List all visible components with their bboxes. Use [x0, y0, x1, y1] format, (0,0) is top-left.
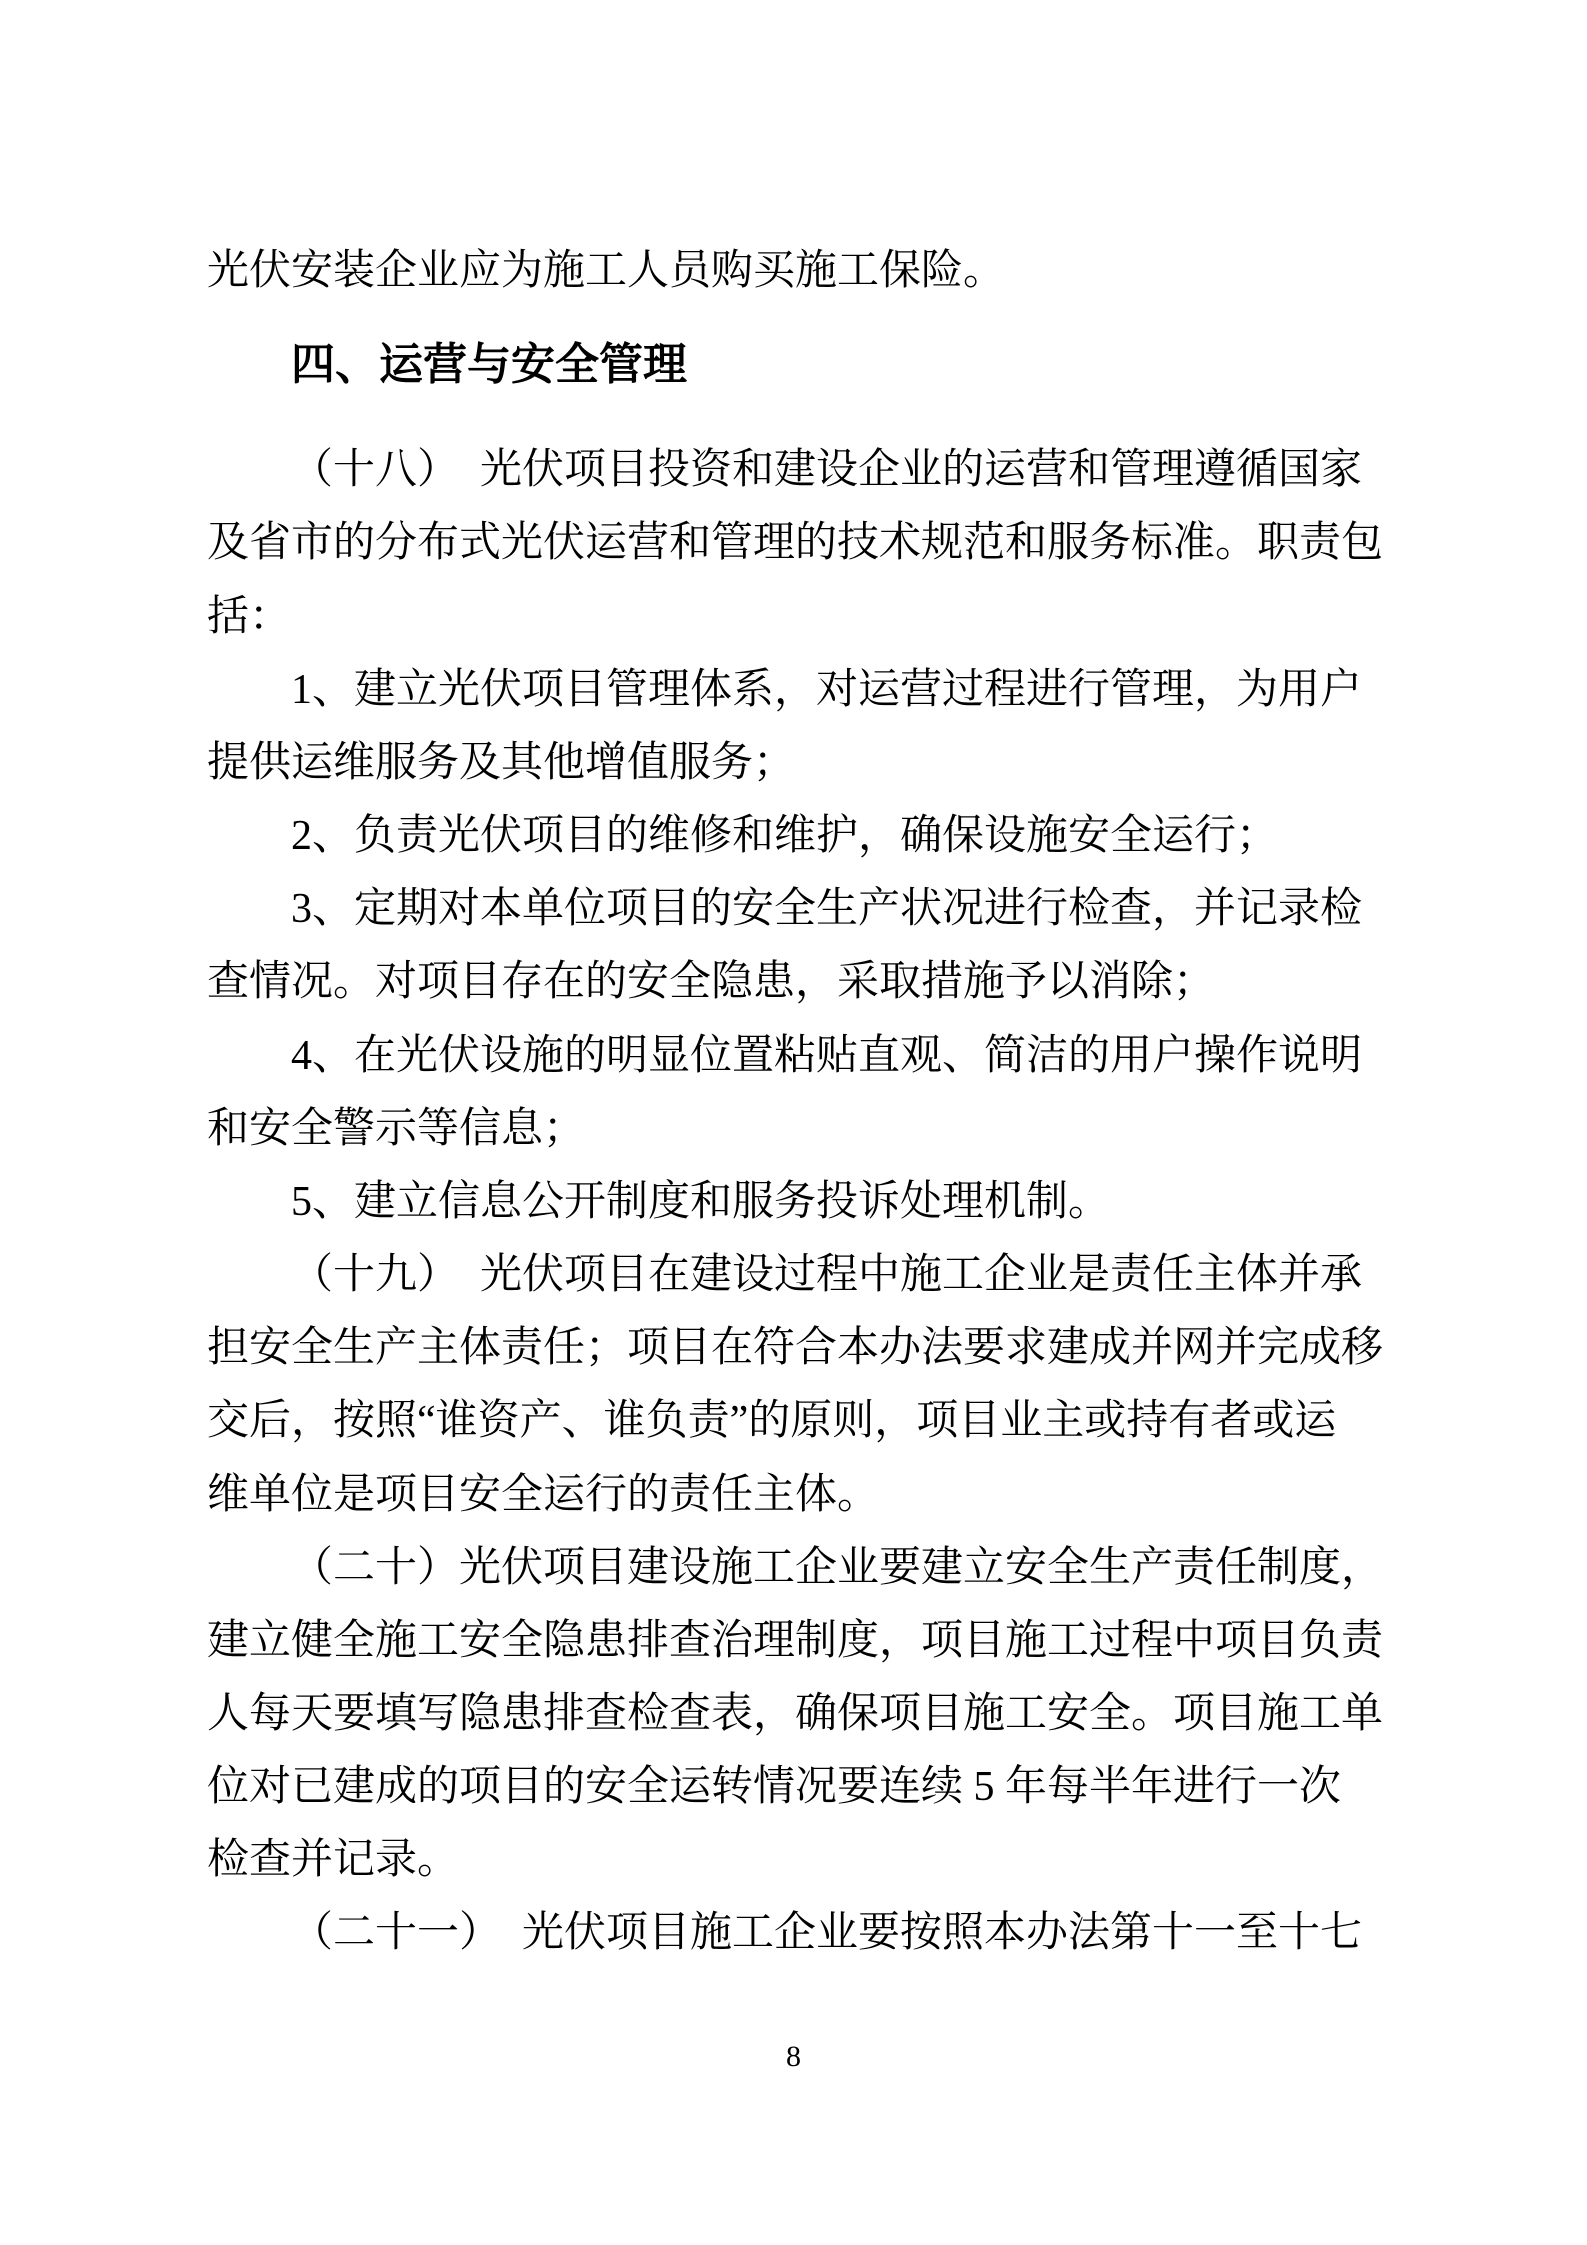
list-item-1-line: 提供运维服务及其他增值服务； — [207, 739, 796, 786]
list-item-1-line: 1、建立光伏项目管理体系，对运营过程进行管理，为用户 — [291, 666, 1363, 713]
intro-paragraph-line: 光伏安装企业应为施工人员购买施工保险。 — [207, 248, 1006, 294]
clause-18-line: 及省市的分布式光伏运营和管理的技术规范和服务标准。职责包 — [207, 520, 1384, 567]
clause-19-line: 维单位是项目安全运行的责任主体。 — [207, 1471, 880, 1518]
list-item-5-line: 5、建立信息公开制度和服务投诉处理机制。 — [291, 1178, 1111, 1225]
clause-20-line: 人每天要填写隐患排查检查表，确保项目施工安全。项目施工单 — [207, 1690, 1384, 1737]
clause-20-line: 建立健全施工安全隐患排查治理制度，项目施工过程中项目负责 — [207, 1617, 1384, 1664]
clause-20-line: 检查并记录。 — [207, 1837, 460, 1884]
clause-19-line: （十九） 光伏项目在建设过程中施工企业是责任主体并承 — [291, 1252, 1363, 1299]
clause-19-line: 交后，按照“谁资产、谁负责”的原则，项目业主或持有者或运 — [207, 1398, 1337, 1445]
clause-21-line: （二十一） 光伏项目施工企业要按照本办法第十一至十七 — [291, 1910, 1363, 1957]
page-number: 8 — [786, 2040, 801, 2073]
document-body — [207, 235, 1384, 1971]
clause-18-line: 括： — [207, 593, 292, 640]
section-heading: 四、运营与安全管理 — [291, 340, 687, 390]
list-item-3-line: 3、定期对本单位项目的安全生产状况进行检查，并记录检 — [291, 886, 1363, 933]
list-item-4-line: 4、在光伏设施的明显位置粘贴直观、简洁的用户操作说明 — [291, 1032, 1363, 1079]
clause-19-line: 担安全生产主体责任；项目在符合本办法要求建成并网并完成移 — [207, 1325, 1384, 1372]
clause-20-line: （二十）光伏项目建设施工企业要建立安全生产责任制度， — [291, 1544, 1384, 1591]
clause-20-line: 位对已建成的项目的安全运转情况要连续 5 年每半年进行一次 — [207, 1764, 1342, 1811]
list-item-2-line: 2、负责光伏项目的维修和维护，确保设施安全运行； — [291, 813, 1279, 860]
clause-18-line: （十八） 光伏项目投资和建设企业的运营和管理遵循国家 — [291, 447, 1363, 494]
list-item-3-line: 查情况。对项目存在的安全隐患，采取措施予以消除； — [207, 959, 1216, 1006]
list-item-4-line: 和安全警示等信息； — [207, 1105, 586, 1152]
